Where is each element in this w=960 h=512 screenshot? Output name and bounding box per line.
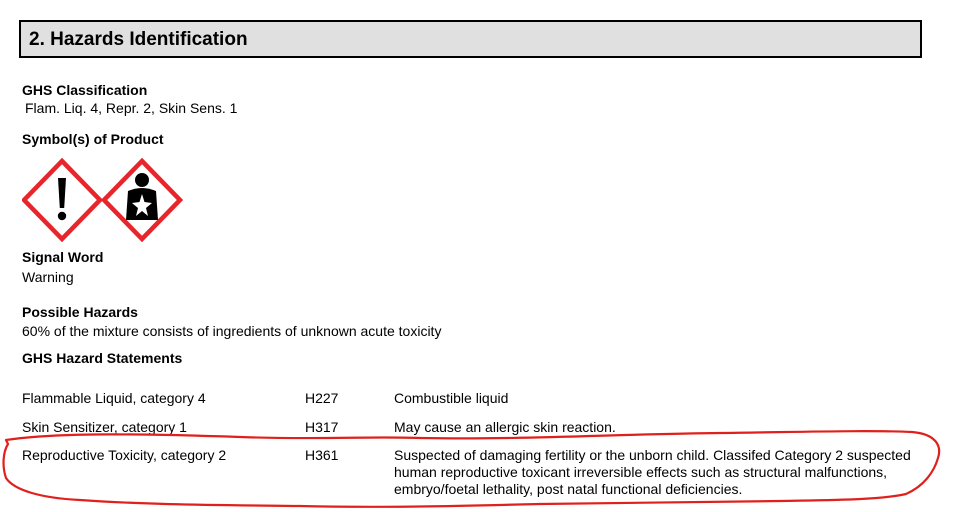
possible-hazards-value: 60% of the mixture consists of ingredients of unknown acute toxicity bbox=[22, 323, 442, 339]
symbols-label: Symbol(s) of Product bbox=[22, 131, 164, 147]
signal-word-label: Signal Word bbox=[22, 249, 104, 265]
hazard-classification: Skin Sensitizer, category 1 bbox=[22, 419, 187, 435]
hazard-statement: May cause an allergic skin reaction. bbox=[394, 419, 616, 435]
hazard-statement: Suspected of damaging fertility or the unborn child. Classifed Category 2 suspected human reproductive toxicant irreversible effects such as structural malfunctions, embryo/foetal lethality, post natal functional deficiencies. bbox=[394, 447, 911, 497]
signal-word-value: Warning bbox=[22, 269, 74, 285]
hazard-classification: Flammable Liquid, category 4 bbox=[22, 390, 206, 406]
pictogram-group bbox=[22, 158, 184, 242]
section-title: 2. Hazards Identification bbox=[29, 29, 248, 50]
hazard-code: H361 bbox=[305, 447, 339, 463]
health-hazard-icon bbox=[104, 161, 180, 239]
exclamation-mark-icon bbox=[24, 161, 100, 239]
hazard-code: H317 bbox=[305, 419, 339, 435]
hazard-statements-label: GHS Hazard Statements bbox=[22, 350, 183, 366]
ghs-classification-label: GHS Classification bbox=[22, 82, 148, 98]
section-header bbox=[19, 20, 922, 58]
hazard-code: H227 bbox=[305, 390, 339, 406]
hazard-statement: Combustible liquid bbox=[394, 390, 509, 406]
hazard-row bbox=[22, 447, 912, 507]
ghs-classification-value: Flam. Liq. 4, Repr. 2, Skin Sens. 1 bbox=[25, 100, 238, 116]
possible-hazards-label: Possible Hazards bbox=[22, 304, 138, 320]
hazard-classification: Reproductive Toxicity, category 2 bbox=[22, 447, 227, 463]
